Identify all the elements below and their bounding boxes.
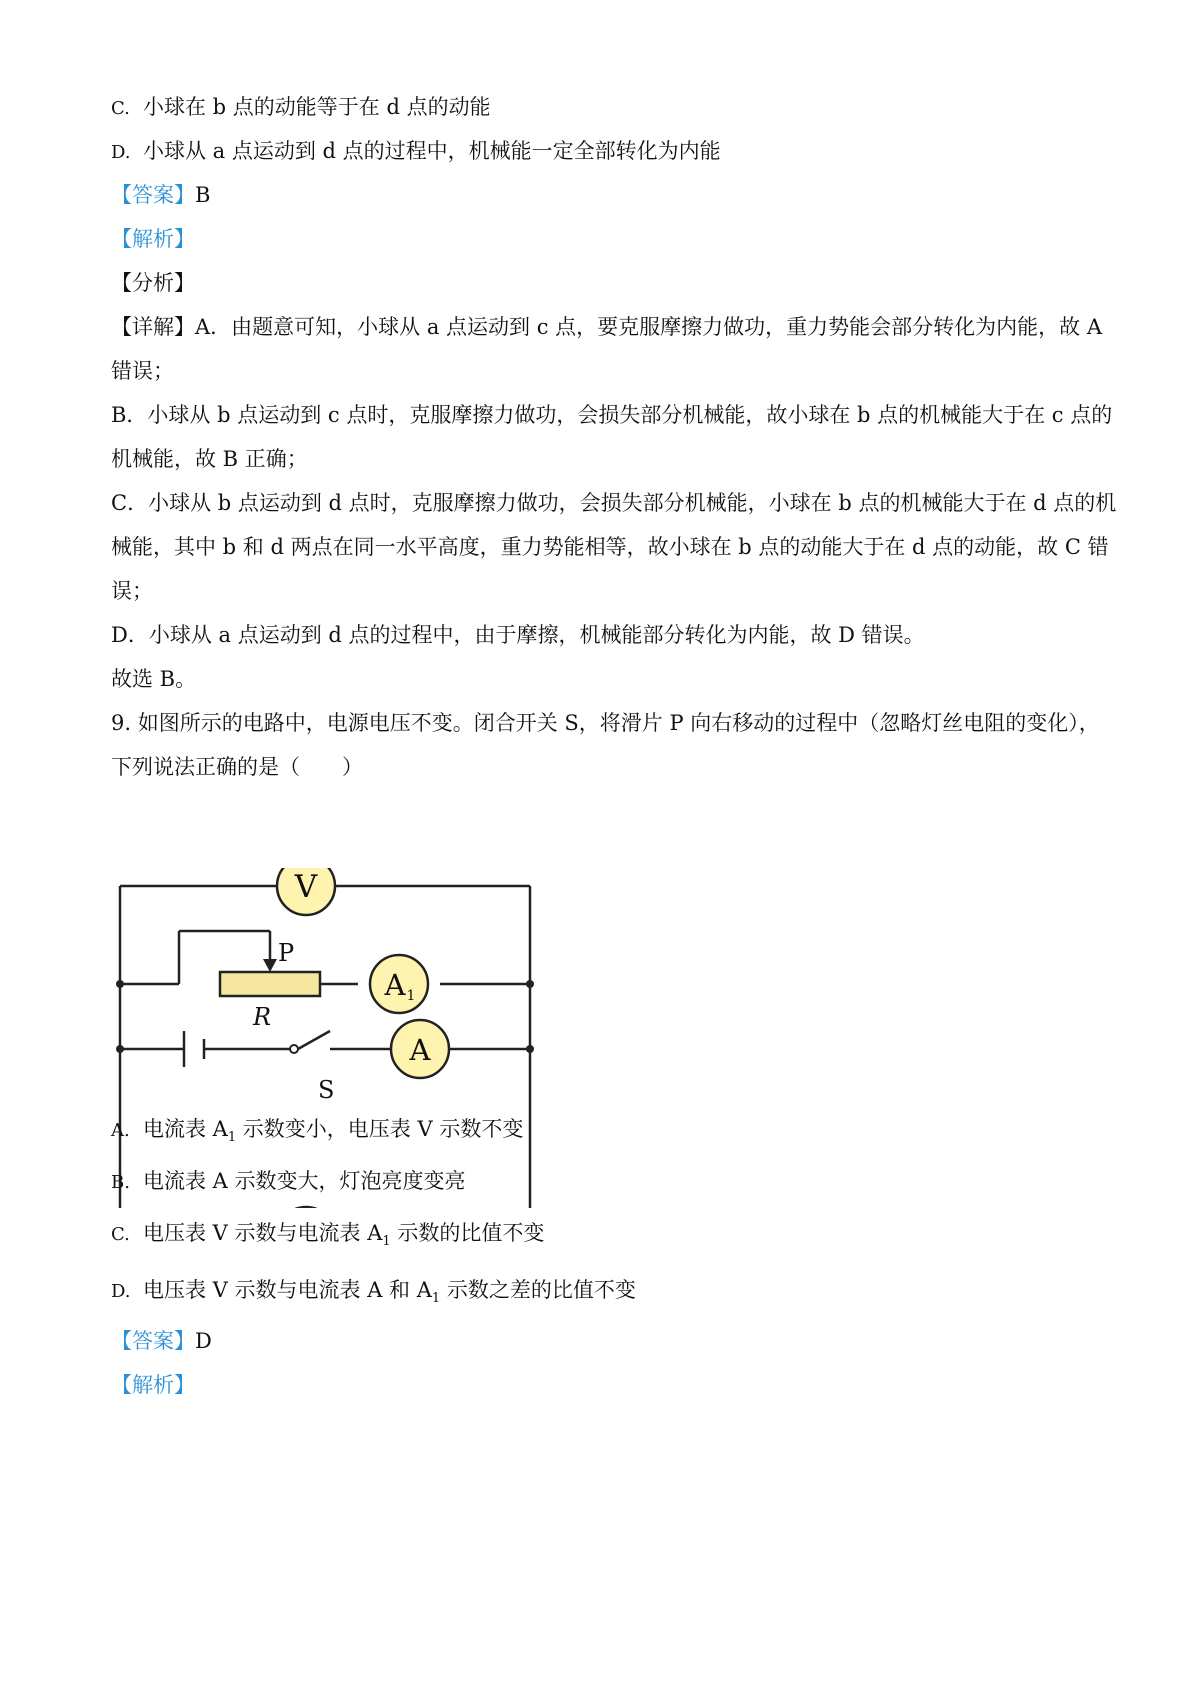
junction-dot: [116, 1045, 124, 1053]
detail-b-line1: B．小球从 b 点运动到 c 点时，克服摩擦力做功，会损失部分机械能，故小球在 b 点的机械能大于在 c 点的: [111, 403, 1113, 427]
ammeter-a1-icon: [370, 955, 428, 1013]
circuit-diagram: [100, 868, 600, 1208]
answer-line-1: [111, 180, 210, 210]
switch-icon: [290, 1045, 298, 1053]
junction-dot: [526, 1045, 534, 1053]
option-c: C. 电压表 V 示数与电流表 $A_1$ 示数的比值不变: [111, 1221, 545, 1249]
lamp-icon: [277, 1207, 335, 1208]
answer-line-2: [111, 1326, 212, 1356]
option-d: D. 电压表 V 示数与电流表 A 和 $A_1$ 示数之差的比值不变: [111, 1278, 636, 1306]
option-a: A. 电流表 $A_1$ 示数变小，电压表 V 示数不变: [111, 1117, 524, 1145]
answer-label: 【答案】: [111, 183, 195, 207]
ammeter-a1-label: A: [384, 968, 406, 1002]
detail-c-line2: 械能，其中 b 和 d 两点在同一水平高度，重力势能相等，故小球在 b 点的动能大于在 d 点的动能，故 C 错: [111, 535, 1109, 559]
analysis-label-2: 【解析】: [111, 1373, 195, 1397]
junction-dot: [116, 980, 124, 988]
voltmeter-label: V: [294, 869, 318, 905]
question9-line2: 下列说法正确的是（ ）: [111, 755, 363, 779]
voltmeter-icon: [277, 868, 335, 915]
battery-icon: [184, 1031, 204, 1067]
circuit-wires: [120, 886, 530, 1208]
detail-c-line1: C．小球从 b 点运动到 d 点时，克服摩擦力做功，会损失部分机械能，小球在 b 点的机械能大于在 d 点的机: [111, 491, 1117, 515]
detail-conclusion: 故选 B。: [111, 667, 197, 691]
detail-d-line1: D．小球从 a 点运动到 d 点的过程中，由于摩擦，机械能部分转化为内能，故 D 错误。: [111, 623, 925, 647]
detail-a-line2: 错误；: [111, 359, 174, 383]
slider-label: P: [278, 939, 295, 967]
option-b: B. 电流表 A 示数变大，灯泡亮度变亮: [111, 1169, 466, 1193]
slider-arrow-icon: [263, 959, 277, 972]
resistor-label: R: [253, 1003, 272, 1031]
junction-dots: [116, 980, 534, 1053]
option-d-prev: D. 小球从 a 点运动到 d 点的过程中，机械能一定全部转化为内能: [111, 139, 721, 163]
ammeter-a1-subscript: 1: [406, 988, 416, 1004]
analysis-label-1: 【解析】: [111, 227, 195, 251]
switch-label: S: [318, 1076, 335, 1104]
detail-c-line3: 误；: [111, 579, 153, 603]
ammeter-a-icon: [391, 1020, 449, 1078]
answer-value: D: [195, 1329, 212, 1353]
answer-label: 【答案】: [111, 1329, 195, 1353]
fenxi-label: 【分析】: [111, 271, 195, 295]
answer-value: B: [195, 183, 211, 207]
junction-dot: [526, 980, 534, 988]
question9-line1: 9. 如图所示的电路中，电源电压不变。闭合开关 S，将滑片 P 向右移动的过程中（忽略灯丝电阻的变化），: [111, 711, 1100, 735]
resistor-icon: [220, 972, 320, 996]
option-c-prev: C. 小球在 b 点的动能等于在 d 点的动能: [111, 95, 491, 119]
detail-a-line1: 【详解】A．由题意可知，小球从 a 点运动到 c 点，要克服摩擦力做功，重力势能会部分转化为内能，故 A: [111, 315, 1102, 339]
ammeter-a-label: A: [409, 1033, 431, 1067]
detail-b-line2: 机械能，故 B 正确；: [111, 447, 308, 471]
